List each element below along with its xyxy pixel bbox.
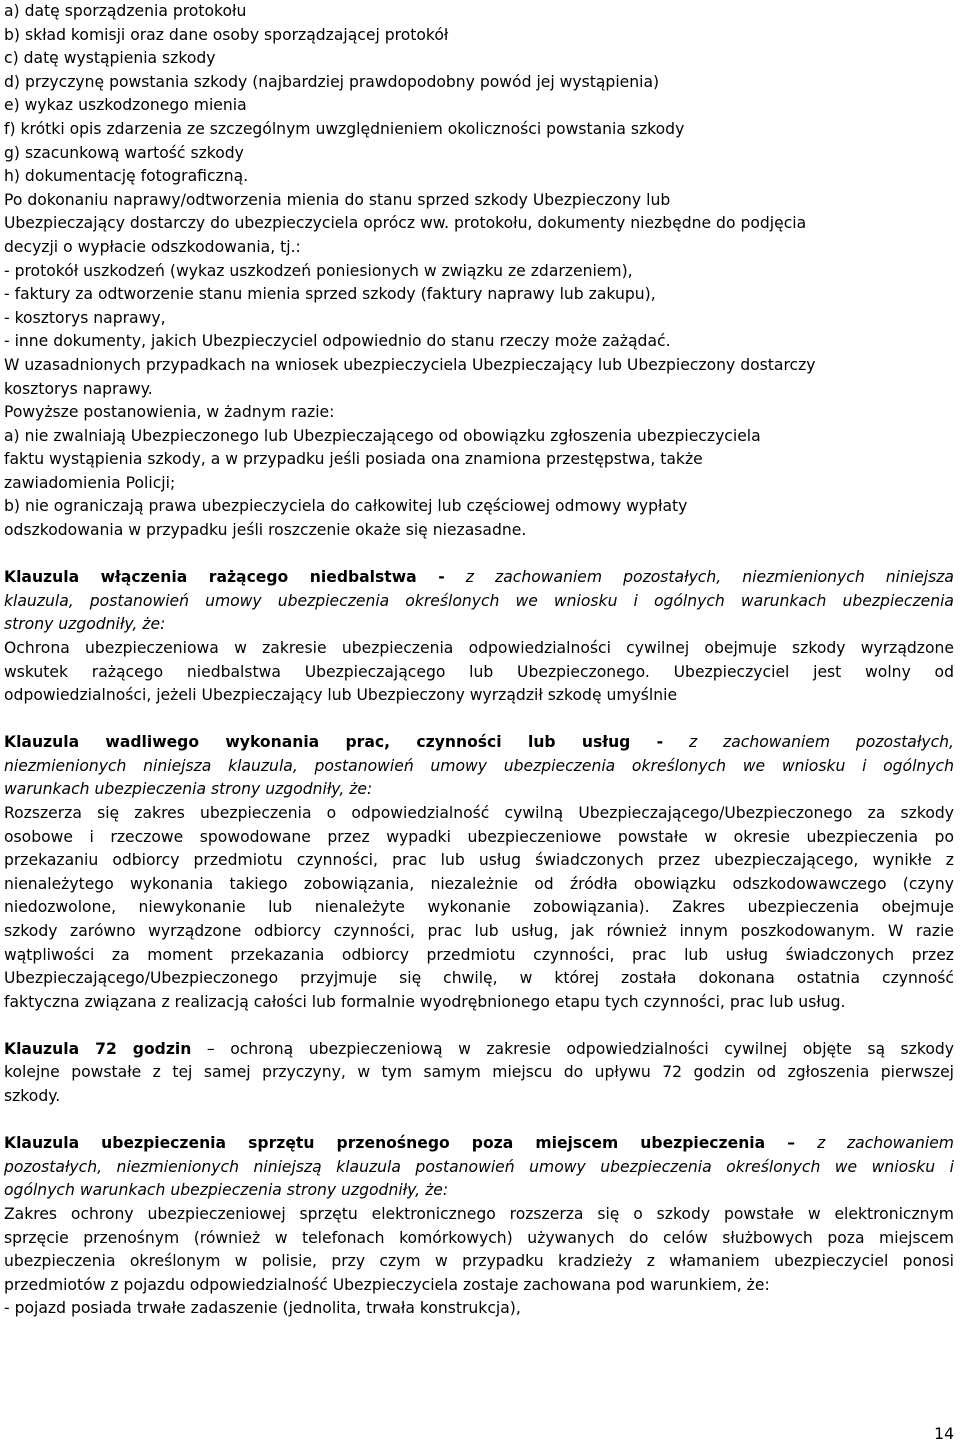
list-item: - kosztorys naprawy, bbox=[4, 308, 166, 327]
justified-cases-paragraph bbox=[4, 354, 954, 401]
list-item: - faktury za odtworzenie stanu mienia sprzed szkody (faktury naprawy lub zakupu), bbox=[4, 285, 656, 304]
provisions-paragraph bbox=[4, 401, 954, 543]
paragraph-line: faktu wystąpienia szkody, a w przypadku jeśli posiada ona znamiona przestępstwa, także bbox=[4, 450, 703, 469]
paragraph-line: kolejne powstałe z tej samej przyczyny, w tym samym miejscu do upływu 72 godzin od zgłoszenia pierwszej bbox=[4, 1063, 954, 1082]
clause-72-hours bbox=[4, 1038, 954, 1109]
paragraph-line: Ochrona ubezpieczeniowa w zakresie ubezpieczenia odpowiedzialności cywilnej obejmuje szkody wyrządzone bbox=[4, 638, 954, 657]
clause-intro-line: niezmienionych niniejsza klauzula, postanowień umowy ubezpieczenia określonych we wniosku i ogólnych bbox=[4, 756, 954, 775]
clause-heading-line: Klauzula 72 godzin – ochroną ubezpieczeniową w zakresie odpowiedzialności cywilnej objęte są szkody bbox=[4, 1039, 954, 1058]
clause-faulty-work bbox=[4, 731, 954, 1014]
paragraph-line: wątpliwości za moment przekazania odbiorcy przedmiotu czynności, prac lub usług świadczonych przez bbox=[4, 945, 954, 964]
list-item: h) dokumentację fotograficzną. bbox=[4, 167, 249, 186]
paragraph-line: decyzji o wypłacie odszkodowania, tj.: bbox=[4, 237, 301, 256]
clause-intro-line: pozostałych, niezmienionych niniejszą klauzula postanowień umowy ubezpieczenia określonych we wniosku i bbox=[4, 1157, 954, 1176]
list-item: g) szacunkową wartość szkody bbox=[4, 143, 244, 162]
paragraph-line: W uzasadnionych przypadkach na wniosek ubezpieczyciela Ubezpieczający lub Ubezpieczony dostarczy bbox=[4, 355, 816, 374]
paragraph-line: a) nie zwalniają Ubezpieczonego lub Ubezpieczającego od obowiązku zgłoszenia ubezpieczyciela bbox=[4, 426, 761, 445]
clause-gross-negligence bbox=[4, 566, 954, 708]
clause-intro: z zachowaniem pozostałych, niezmienionych niniejsza bbox=[465, 568, 954, 587]
paragraph-line: Powyższe postanowienia, w żadnym razie: bbox=[4, 403, 335, 422]
paragraph-line: przekazaniu odbiorcy przedmiotu czynności, prac lub usług świadczonych przez ubezpieczającego, wynikłe z bbox=[4, 851, 954, 870]
paragraph-line: nienależytego wykonania takiego zobowiązania, niezależnie od źródła obowiązku odszkodowawczego (czyny bbox=[4, 874, 954, 893]
paragraph-line: Rozszerza się zakres ubezpieczenia o odpowiedzialność cywilną Ubezpieczającego/Ubezpieczonego za szkody bbox=[4, 804, 954, 822]
paragraph-line: sprzęcie przenośnym (również w telefonach komórkowych) używanych do celów służbowych poza miejscem bbox=[4, 1228, 954, 1247]
paragraph-line: osobowe i rzeczowe spowodowane przez wypadki ubezpieczeniowe powstałe w okresie ubezpieczenia po bbox=[4, 827, 954, 846]
list-item: c) datę wystąpienia szkody bbox=[4, 49, 216, 68]
paragraph-line: Ubezpieczający dostarczy do ubezpieczyciela oprócz ww. protokołu, dokumenty niezbędne do podjęcia bbox=[4, 214, 807, 233]
clause-title: Klauzula ubezpieczenia sprzętu przenośnego poza miejscem ubezpieczenia bbox=[4, 1134, 766, 1153]
document-page bbox=[4, 0, 954, 1321]
page-number: 14 bbox=[934, 1425, 954, 1443]
section-gap bbox=[4, 543, 954, 567]
clause-title: Klauzula wadliwego wykonania prac, czynności lub usług - bbox=[4, 733, 664, 752]
paragraph-line: niedozwolone, niewykonanie lub nienależyte wykonanie zobowiązania). Zakres ubezpieczenia obejmuje bbox=[4, 898, 954, 917]
clause-intro-line: ogólnych warunkach ubezpieczenia strony uzgodniły, że: bbox=[4, 1181, 449, 1200]
clause-intro-line: strony uzgodniły, że: bbox=[4, 615, 166, 634]
paragraph-line: przedmiotów z pojazdu odpowiedzialność Ubezpieczyciela zostaje zachowana pod warunkiem, że: bbox=[4, 1275, 770, 1294]
list-item: a) datę sporządzenia protokołu bbox=[4, 2, 247, 20]
paragraph-line: odpowiedzialności, jeżeli Ubezpieczający lub Ubezpieczony wyrządził szkodę umyślnie bbox=[4, 686, 678, 705]
list-item: - protokół uszkodzeń (wykaz uszkodzeń poniesionych w związku ze zdarzeniem), bbox=[4, 261, 633, 280]
clause-heading-line bbox=[4, 731, 954, 755]
paragraph-line: b) nie ograniczają prawa ubezpieczyciela do całkowitej lub częściowej odmowy wypłaty bbox=[4, 497, 688, 516]
section-gap bbox=[4, 708, 954, 732]
paragraph-line: Po dokonaniu naprawy/odtworzenia mienia do stanu sprzed szkody Ubezpieczony lub bbox=[4, 190, 671, 209]
clause-intro: z zachowaniem pozostałych, bbox=[688, 733, 954, 752]
section-gap bbox=[4, 1014, 954, 1038]
clause-intro-line: klauzula, postanowień umowy ubezpieczenia określonych we wniosku i ogólnych warunkach ubezpieczenia bbox=[4, 591, 954, 610]
clause-intro-line: warunkach ubezpieczenia strony uzgodniły, że: bbox=[4, 780, 373, 799]
after-repair-paragraph bbox=[4, 189, 954, 260]
section-gap bbox=[4, 1109, 954, 1133]
paragraph-line: Zakres ochrony ubezpieczeniowej sprzętu elektronicznego rozszerza się o szkody powstałe w elektronicznym bbox=[4, 1204, 954, 1223]
paragraph-line: kosztorys naprawy. bbox=[4, 379, 153, 398]
clause-heading-line bbox=[4, 566, 954, 590]
paragraph-line: ubezpieczenia określonym w polisie, przy czym w przypadku kradzieży z włamaniem ubezpieczyciel ponosi bbox=[4, 1252, 954, 1271]
paragraph-line: wskutek rażącego niedbalstwa Ubezpieczającego lub Ubezpieczonego. Ubezpieczyciel jest wolny od bbox=[4, 662, 954, 681]
list-item: f) krótki opis zdarzenia ze szczególnym uwzględnieniem okoliczności powstania szkody bbox=[4, 119, 685, 138]
list-item: b) skład komisji oraz dane osoby sporządzającej protokół bbox=[4, 25, 449, 44]
paragraph-line: odszkodowania w przypadku jeśli roszczenie okaże się niezasadne. bbox=[4, 521, 527, 540]
paragraph-line: faktyczna związana z realizacją całości lub formalnie wyodrębnionego etapu tych czynności, prac lub usług. bbox=[4, 992, 846, 1011]
required-documents-list bbox=[4, 260, 954, 354]
list-item: - pojazd posiada trwałe zadaszenie (jednolita, trwała konstrukcja), bbox=[4, 1299, 521, 1318]
clause-portable-equipment bbox=[4, 1132, 954, 1321]
list-item: - inne dokumenty, jakich Ubezpieczyciel odpowiednio do stanu rzeczy może zażądać. bbox=[4, 332, 671, 351]
protocol-items-list bbox=[4, 0, 954, 189]
list-item: d) przyczynę powstania szkody (najbardziej prawdopodobny powód jej wystąpienia) bbox=[4, 72, 660, 91]
paragraph-line: Ubezpieczającego/Ubezpieczonego przyjmuje się chwilę, w której została dokonana ostatnia czynność bbox=[4, 969, 954, 988]
clause-heading-line: Klauzula ubezpieczenia sprzętu przenośnego poza miejscem ubezpieczenia – z zachowaniem bbox=[4, 1134, 954, 1153]
paragraph-line: szkody zarówno wyrządzone odbiorcy czynności, prac lub usług, jak również innym poszkodowanym. W razie bbox=[4, 921, 954, 940]
clause-title: Klauzula 72 godzin bbox=[4, 1039, 192, 1058]
paragraph-line: szkody. bbox=[4, 1087, 61, 1106]
clause-intro: z zachowaniem bbox=[817, 1134, 954, 1153]
paragraph-line: zawiadomienia Policji; bbox=[4, 473, 176, 492]
clause-title: Klauzula włączenia rażącego niedbalstwa - bbox=[4, 568, 445, 587]
list-item: e) wykaz uszkodzonego mienia bbox=[4, 96, 247, 115]
